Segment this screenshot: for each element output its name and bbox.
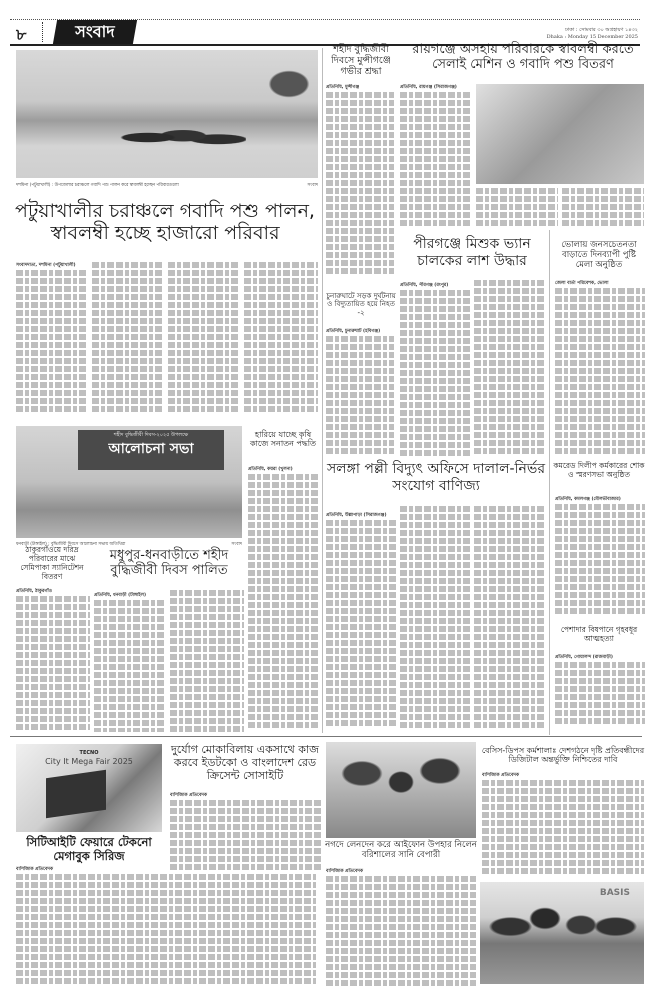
raiganj-body	[400, 92, 472, 227]
chunarughat-byline: প্রতিনিধি, চুনারুঘাট (হবিগঞ্জ)	[326, 329, 381, 334]
edotco-headline[interactable]: দুর্যোগ মোকাবিলায় একসাথে কাজ করবে ইডটকো ও বাংলাদেশ রেড ক্রিসেন্ট সোসাইটি	[171, 743, 319, 782]
madhupur-headline[interactable]: মধুপুর-ধনবাড়ীতে শহীদ বুদ্ধিজীবী দিবস পালিত	[109, 548, 229, 579]
tree-silhouette	[253, 60, 313, 100]
comrade-headline[interactable]: কমরেড দিলীপ কর্মকারের শোক ও স্মরণসভা অনুষ্ঠিত	[553, 461, 645, 479]
raiganj-byline: প্রতিনিধি, রায়গঞ্জ (সিরাজগঞ্জ)	[400, 85, 457, 90]
pesha-headline[interactable]: পেশাদার বিষপানে গৃহবধূর আত্মহত্যা	[560, 625, 638, 643]
krishi-byline: প্রতিনিধি, কয়রা (খুলনা)	[248, 467, 293, 472]
basis-body	[482, 780, 644, 878]
right-column-divider	[549, 230, 550, 735]
lead-body-col4	[244, 262, 318, 415]
lead-body-col2	[92, 262, 164, 415]
alochona-banner-main: আলোচনা সভা	[108, 441, 194, 457]
madhupur-body-col2	[170, 590, 244, 732]
krishi-body	[248, 474, 320, 732]
lead-photo[interactable]	[16, 50, 318, 178]
comrade-byline: প্রতিনিধি, কমলগঞ্জ (মৌলভীবাজার)	[555, 497, 621, 502]
page-number: ৮	[16, 25, 27, 44]
pesha-body	[555, 662, 645, 732]
cityit-headline[interactable]: সিটিআইটি ফেয়ারে টেকনো মেগাবুক সিরিজ	[26, 835, 152, 863]
alochona-banner-top: শহীদ বুদ্ধিজীবী দিবস-২০২৫ উপলক্ষে	[113, 432, 189, 438]
lead-body-col3	[168, 262, 240, 415]
page-number-divider	[42, 22, 43, 42]
salanga-headline[interactable]: সলঙ্গা পল্লী বিদ্যুৎ অফিসে দালাল-নির্ভর সংযোগ বাণিজ্য	[326, 461, 546, 494]
krishi-headline[interactable]: হারিয়ে যাচ্ছে কৃষি কাজে সনাতন পদ্ধতি	[249, 430, 317, 449]
logo-text: সংবাদ	[75, 22, 115, 41]
madhupur-body-col1	[94, 600, 166, 732]
pirganj-body-col2	[474, 280, 544, 458]
alochona-photo[interactable]	[16, 426, 242, 538]
chunarughat-body	[326, 336, 394, 458]
buffalo-herd	[106, 120, 246, 155]
column-divider	[322, 48, 323, 733]
nagad-headline[interactable]: নগদে লেনদেন করে আইফোন উপহার নিলেন বরিশালের সানি বেপারী	[325, 840, 477, 861]
lead-photo-caption: দশমিনা (পটুয়াখালী) : উপজেলার চরাঞ্চলে গবাদি পশু পালন করে স্বাবলম্বী হচ্ছেন পরিবারগুলো	[16, 183, 179, 188]
nagad-photo[interactable]	[326, 742, 476, 838]
nagad-body	[326, 876, 476, 990]
munshiganj-byline: প্রতিনিধি, মুন্সীগঞ্জ	[326, 85, 360, 90]
alochona-credit: সংবাদ	[231, 542, 242, 547]
pirganj-byline: প্রতিনিধি, পীরগঞ্জ (রংপুর)	[400, 283, 449, 288]
thakurgaon-byline: প্রতিনিধি, ঠাকুরগাঁও	[16, 589, 52, 594]
raiganj-body-col3	[562, 188, 644, 228]
lead-headline[interactable]: পটুয়াখালীর চরাঞ্চলে গবাদি পশু পালন, স্বাবলম্বী হচ্ছে হাজারো পরিবার	[15, 200, 315, 245]
lead-byline: সংবাদদাতা, দশমিনা (পটুয়াখালী)	[16, 263, 76, 268]
alochona-banner	[78, 430, 224, 470]
comrade-body	[555, 504, 645, 622]
raiganj-headline[interactable]: রায়গঞ্জে অসহায় পরিবারকে স্বাবলম্বী করতে সেলাই মেশিন ও গবাদি পশু বিতরণ	[412, 42, 634, 73]
cityit-ad-brand: TECNO	[79, 750, 99, 756]
bhola-headline[interactable]: ভোলায় জনসচেতনতা বাড়াতে দিনব্যাপী পুষ্টি মেলা অনুষ্ঠিত	[561, 240, 637, 271]
munshiganj-headline[interactable]: শহীদ বুদ্ধিজীবী দিবসে মুন্সীগঞ্জে গভীর শ্রদ্ধা	[331, 44, 391, 78]
masthead-logo	[53, 20, 137, 44]
date-english: Dhaka : Monday 15 December 2025	[546, 34, 638, 40]
person-figures	[336, 752, 466, 838]
lead-photo-credit: সংবাদ	[307, 183, 318, 188]
edotco-body	[170, 800, 322, 872]
alochona-caption: ধনবাড়ী (টাঙ্গাইল) : বুদ্ধিজীবী দিবসে আলোচনা সভায় অতিথিরা	[16, 542, 126, 547]
munshiganj-body	[326, 92, 394, 282]
madhupur-byline: প্রতিনিধি, ধনবাড়ী (টাঙ্গাইল)	[94, 593, 147, 598]
thakurgaon-body	[16, 596, 90, 732]
thakurgaon-headline[interactable]: ঠাকুরগাঁওয়ে দরিদ্র পরিবারের মাঝে সেমিপাকা স্যানিটেশন বিতরণ	[20, 545, 84, 581]
pirganj-body-col1	[400, 290, 470, 458]
salanga-byline: প্রতিনিধি, উল্লাপাড়া (সিরাজগঞ্জ)	[326, 513, 387, 518]
bhola-byline: জেলা বার্তা পরিবেশক, ভোলা	[555, 281, 609, 286]
salanga-body-col2	[400, 506, 470, 732]
lead-body-col1	[16, 270, 88, 415]
bhola-body	[555, 288, 645, 458]
nagad-byline: বাণিজ্যিক প্রতিবেদক	[326, 869, 363, 874]
handshake-group	[488, 902, 638, 984]
cityit-ad-title: City It Mega Fair 2025	[45, 757, 133, 766]
basis-banner: BASIS	[599, 888, 630, 898]
cityit-body	[16, 874, 316, 989]
chunarughat-headline[interactable]: চুনারুঘাটে সড়ক দুর্ঘটনায় ও বিদ্যুতায়িত হয়ে নিহত -২	[326, 292, 396, 317]
laptop-image	[46, 770, 106, 818]
basis-photo[interactable]	[480, 882, 644, 984]
basis-headline[interactable]: বেসিস-ডিপস কর্মশালাঃ দেশগঠনে দৃষ্টি প্রতিবন্ধীদের ডিজিটাল অন্তর্ভুক্তি নিশ্চিতের দাবি	[481, 746, 645, 765]
cityit-ad-photo[interactable]	[16, 744, 162, 832]
raiganj-photo[interactable]	[476, 84, 644, 184]
masthead	[0, 0, 650, 48]
raiganj-body-col2	[476, 188, 558, 228]
pirganj-headline[interactable]: পীরগঞ্জে মিশুক ভ্যান চালকের লাশ উদ্ধার	[413, 236, 531, 269]
salanga-body-col1	[326, 520, 396, 732]
date-bengali: ঢাকা : সোমবার ৩০ অগ্রহায়ণ ১৪৩২	[564, 27, 638, 33]
cityit-byline: বাণিজ্যিক প্রতিবেদক	[16, 867, 53, 872]
bottom-section-rule	[10, 736, 642, 737]
edotco-byline: বাণিজ্যিক প্রতিবেদক	[170, 793, 207, 798]
basis-byline: বাণিজ্যিক প্রতিবেদক	[482, 773, 519, 778]
salanga-body-col3	[474, 506, 546, 732]
pesha-byline: প্রতিনিধি, গোয়ালন্দ (রাজবাড়ী)	[555, 655, 613, 660]
